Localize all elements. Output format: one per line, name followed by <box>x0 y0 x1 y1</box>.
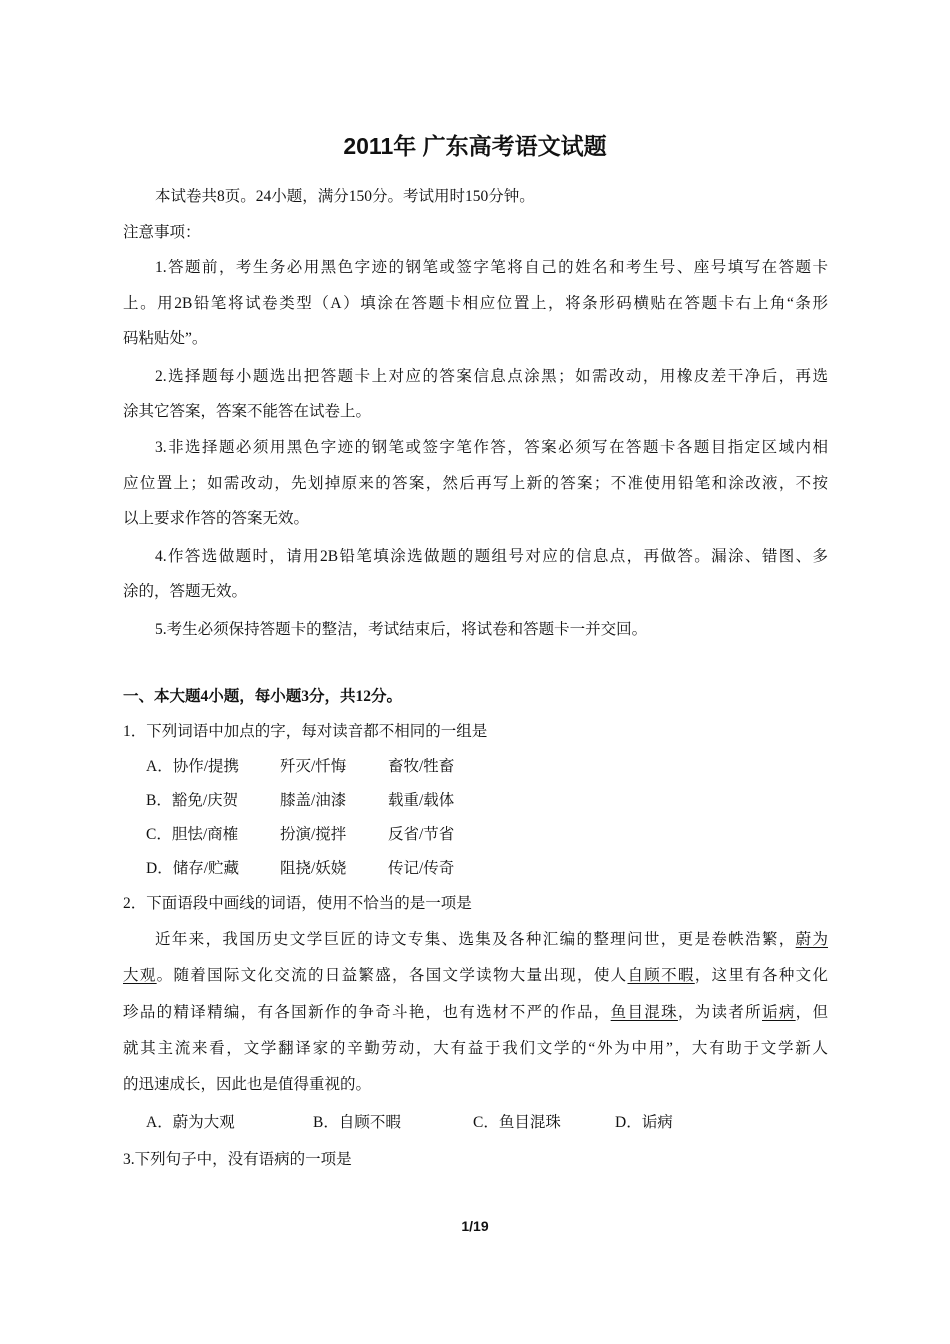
q2-option-d: D．诟病 <box>615 1114 673 1131</box>
note-1-line-2: 上。用2B铅笔将试卷类型（A）填涂在答题卡相应位置上，将条形码横贴在答题卡右上角“条形 <box>123 295 828 312</box>
option-word: C．胆怯/商榷 <box>146 826 239 843</box>
option-word: 反省/节省 <box>388 826 455 843</box>
underlined-term: 大观 <box>123 967 157 984</box>
option-word: 扮演/搅拌 <box>280 826 347 843</box>
underlined-term: 鱼目混珠 <box>610 1004 678 1021</box>
notes-heading: 注意事项： <box>123 224 201 241</box>
q2-passage-line-1 <box>155 930 828 950</box>
page-number: 1/19 <box>461 1218 489 1234</box>
option-word: 载重/载体 <box>388 792 455 809</box>
option-word: D．储存/贮藏 <box>146 860 240 877</box>
option-word: 膝盖/油漆 <box>280 792 347 809</box>
q1-option-c <box>146 825 851 845</box>
q2-option-b: B．自顾不暇 <box>313 1114 401 1131</box>
note-3-line-1: 3.非选择题必须用黑色字迹的钢笔或签字笔作答，答案必须写在答题卡各题目指定区域内相 <box>155 439 828 456</box>
note-1-line-3: 码粘贴处”。 <box>123 330 208 347</box>
underlined-term: 自顾不暇 <box>627 967 695 984</box>
note-1-line-1: 1.答题前，考生务必用黑色字迹的钢笔或签字笔将自己的姓名和考生号、座号填写在答题卡 <box>155 259 828 276</box>
option-word: B．豁免/庆贺 <box>146 792 239 809</box>
option-word: 畜牧/牲畜 <box>388 758 455 775</box>
passage-text: 珍品的精译精编，有各国新作的争奇斗艳，也有选材不严的作品， <box>123 1004 611 1021</box>
option-word: A．协作/提携 <box>146 758 240 775</box>
passage-text: 。随着国际文化交流的日益繁盛，各国文学读物大量出现，使人 <box>156 967 628 984</box>
option-word: 传记/传奇 <box>388 860 455 877</box>
q2-passage-line-4: 就其主流来看，文学翻译家的辛勤劳动，大有益于我们文学的“外为中用”，大有助于文学新人 <box>123 1040 828 1057</box>
q2-option-a: A．蔚为大观 <box>146 1114 235 1131</box>
passage-text: ，但 <box>795 1004 828 1021</box>
option-word: 阻挠/妖娆 <box>280 860 347 877</box>
q2-passage-line-5: 的迅速成长，因此也是值得重视的。 <box>123 1076 372 1093</box>
q1-stem: 1．下列词语中加点的字，每对读音都不相同的一组是 <box>123 723 488 740</box>
q2-option-c: C．鱼目混珠 <box>473 1114 561 1131</box>
note-3-line-3: 以上要求作答的答案无效。 <box>123 510 310 527</box>
note-2-line-1: 2.选择题每小题选出把答题卡上对应的答案信息点涂黑；如需改动，用橡皮差干净后，再选 <box>155 368 828 385</box>
passage-text: 近年来，我国历史文学巨匠的诗文专集、选集及各种汇编的整理问世，更是卷帙浩繁， <box>155 931 796 948</box>
section-1-heading: 一、本大题4小题，每小题3分，共12分。 <box>123 688 403 705</box>
q2-passage-line-3 <box>123 1003 828 1023</box>
q1-option-d <box>146 859 851 879</box>
note-4-line-2: 涂的，答题无效。 <box>123 583 248 600</box>
note-4-line-1: 4.作答选做题时，请用2B铅笔填涂选做题的题组号对应的信息点，再做答。漏涂、错图、多 <box>155 548 828 565</box>
document-title: 2011年 广东高考语文试题 <box>343 133 607 159</box>
underlined-term: 蔚为 <box>795 931 828 948</box>
q3-stem: 3.下列句子中，没有语病的一项是 <box>123 1151 352 1168</box>
passage-text: ，这里有各种文化 <box>694 967 828 984</box>
note-5-line-1: 5.考生必须保持答题卡的整洁，考试结束后，将试卷和答题卡一并交回。 <box>155 621 648 638</box>
underlined-term: 诟病 <box>762 1004 796 1021</box>
q2-stem: 2．下面语段中画线的词语，使用不恰当的是一项是 <box>123 895 472 912</box>
option-word: 歼灭/忏悔 <box>280 758 347 775</box>
passage-text: ，为读者所 <box>677 1004 762 1021</box>
intro-text: 本试卷共8页。24小题，满分150分。考试用时150分钟。 <box>155 188 535 205</box>
q2-passage-line-2 <box>123 966 828 986</box>
note-3-line-2: 应位置上；如需改动，先划掉原来的答案，然后再写上新的答案；不准使用铅笔和涂改液，不按 <box>123 475 828 492</box>
note-2-line-2: 涂其它答案，答案不能答在试卷上。 <box>123 403 372 420</box>
q1-option-a <box>146 757 851 777</box>
q1-option-b <box>146 791 851 811</box>
q2-options <box>146 1113 851 1133</box>
